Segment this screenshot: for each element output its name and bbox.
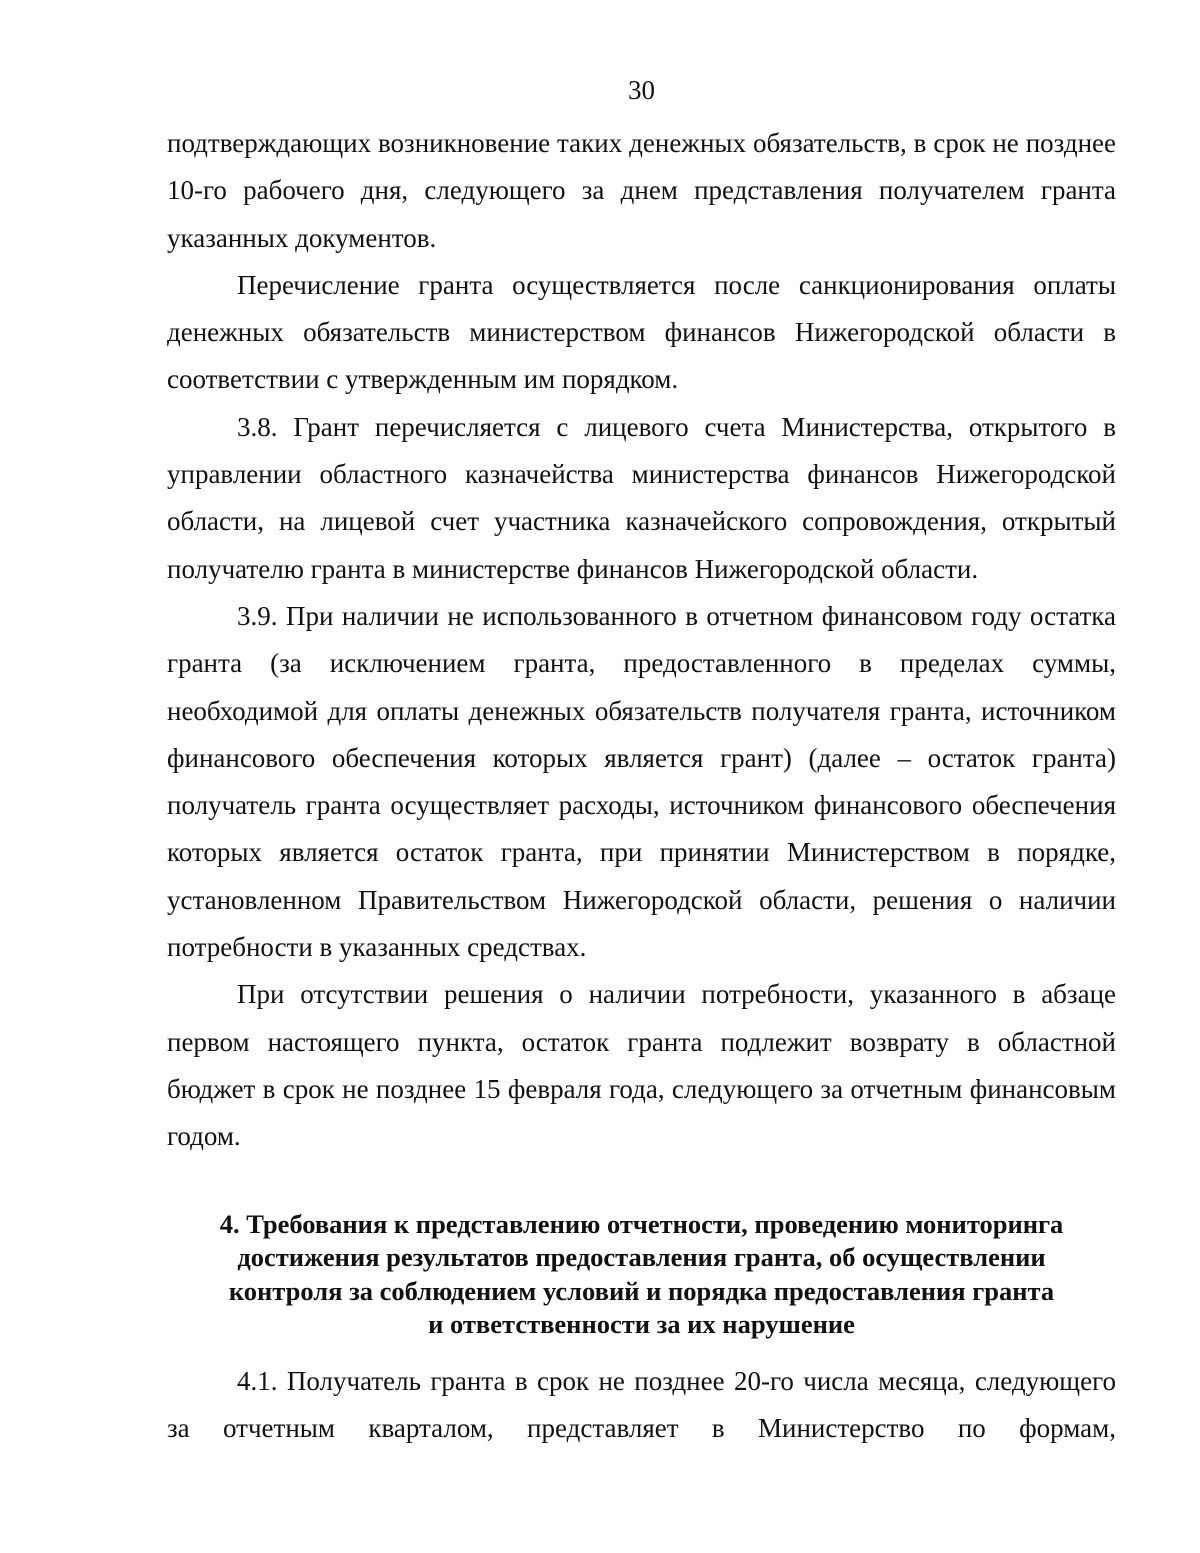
paragraph-transfer-sanction: Перечисление гранта осуществляется после санкционирования оплаты денежных обязательств министерством финансов Нижегородской области в соответствии с утвержденным им порядком.	[167, 269, 1116, 395]
section-4-heading-line: достижения результатов предоставления гранта, об осуществлении	[237, 1242, 1046, 1273]
section-4-heading-line: 4. Требования к представлению отчетности, проведению мониторинга	[219, 1208, 1064, 1239]
page-number: 30	[628, 75, 655, 105]
paragraph-grant-return: При отсутствии решения о наличии потребности, указанного в абзаце первом настоящего пункта, остаток гранта подлежит возврату в областной бюджет в срок не позднее 15 февраля года, следующего за отчетным финансовым годом.	[167, 979, 1116, 1152]
section-4-heading-line: и ответственности за их нарушение	[428, 1309, 855, 1340]
document-body	[167, 120, 1116, 1452]
section-4-heading	[167, 1208, 1116, 1342]
section-4-heading-line: контроля за соблюдением условий и порядка предоставления гранта	[228, 1275, 1055, 1306]
paragraph-4-1: 4.1. Получатель гранта в срок не позднее 20-го числа месяца, следующего за отчетным кварталом, представляет в Министерство по формам,	[167, 1365, 1116, 1443]
paragraph-3-9: 3.9. При наличии не использованного в отчетном финансовом году остатка гранта (за исключением гранта, предоставленного в пределах суммы, необходимой для оплаты денежных обязательств получателя гранта, источником финансового обеспечения которых является грант) (далее – остаток гранта) получатель гранта осуществляет расходы, источником финансового обеспечения которых является остаток гранта, при принятии Министерством в порядке, установленном Правительством Нижегородской области, решения о наличии потребности в указанных средствах.	[167, 600, 1116, 963]
paragraph-3-8: 3.8. Грант перечисляется с лицевого счета Министерства, открытого в управлении областного казначейства министерства финансов Нижегородской области, на лицевой счет участника казначейского сопровождения, открытый получателю гранта в министерстве финансов Нижегородской области.	[167, 411, 1116, 584]
paragraph-continuation: подтверждающих возникновение таких денежных обязательств, в срок не позднее 10-го рабочего дня, следующего за днем представления получателем гранта указанных документов.	[167, 128, 1116, 253]
